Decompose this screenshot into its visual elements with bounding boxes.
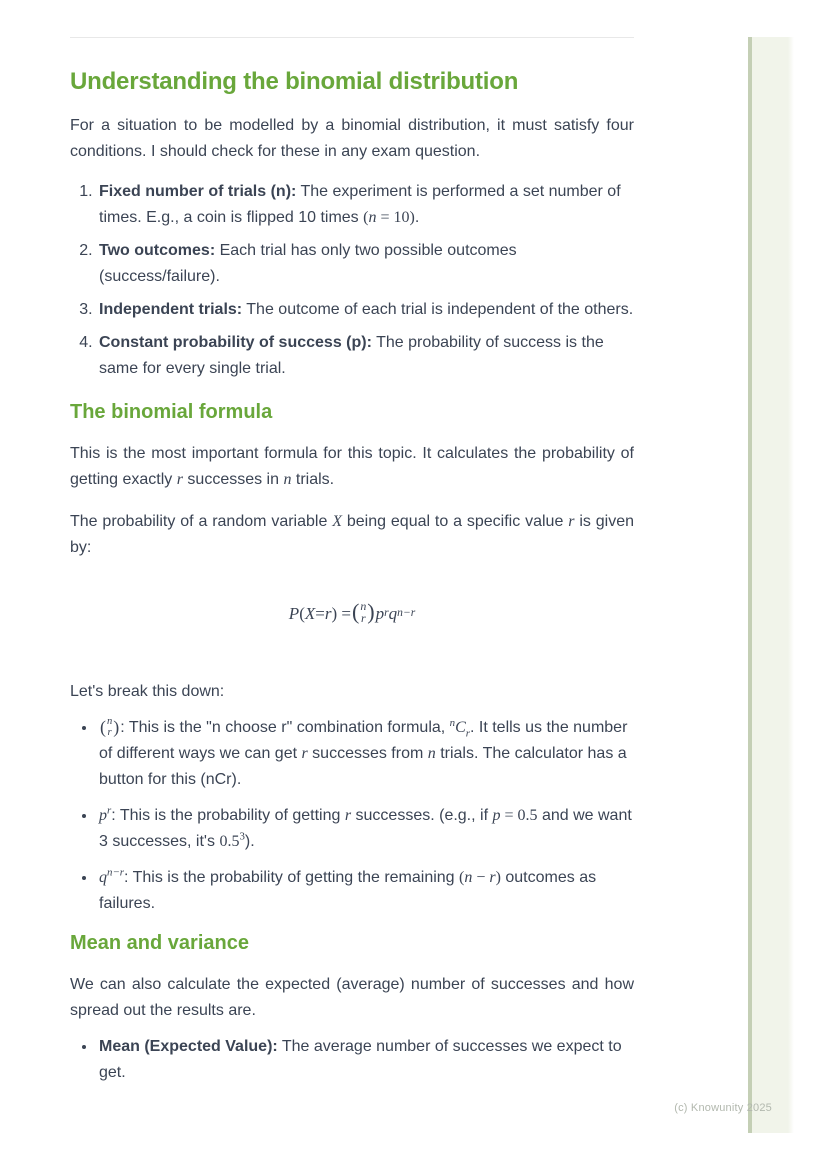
page-title: Understanding the binomial distribution xyxy=(70,68,519,95)
copyright-watermark: (c) Knowunity 2025 xyxy=(674,1102,772,1114)
top-divider xyxy=(70,37,634,38)
page-side-band xyxy=(748,37,794,1133)
binomial-coefficient: • ( n r ) xyxy=(100,715,120,738)
formula-lead-paragraph: The probability of a random variable X being equal to a specific value r is given by: xyxy=(70,513,635,556)
binomial-formula-equation: P ( X = r ) = ( n r ) p r q n−r xyxy=(288,598,416,625)
intro-paragraph: For a situation to be modelled by a binomial distribution, it must satisfy four conditions. I should check for these in any exam question. xyxy=(70,117,634,160)
mean-variance-list xyxy=(70,1034,634,1086)
list-item: • $p^r$: This is the probability of getting r successes. (e.g., if p = 0.5 and we want 3 successes, it's $0.5^3$). xyxy=(97,803,634,855)
binomial-coefficient: ( n r ) xyxy=(351,598,375,625)
list-item: 4. Constant probability of success (p): The probability of success is the same for every single trial. xyxy=(97,330,634,382)
section-heading-binomial-formula: The binomial formula xyxy=(70,401,273,423)
conditions-list xyxy=(70,179,634,382)
breakdown-lead-paragraph: Let's break this down: xyxy=(70,683,225,700)
formula-intro-paragraph: This is the most important formula for this topic. It calculates the probability of getting exactly r successes in n trials. xyxy=(70,445,634,488)
mean-intro-paragraph: We can also calculate the expected (average) number of successes and how spread out the results are. xyxy=(70,976,634,1020)
list-item: 3. Independent trials: The outcome of each trial is independent of the others. xyxy=(97,297,634,323)
list-item: 1. Fixed number of trials (n): The experiment is performed a set number of times. E.g., a coin is flipped 10 times (n = 10). xyxy=(97,179,634,231)
section-heading-mean-variance: Mean and variance xyxy=(70,932,249,955)
list-item: 2. Two outcomes: Each trial has only two possible outcomes (success/failure). xyxy=(97,238,634,290)
list-item: • $q^{n-r}$: This is the probability of getting the remaining (n − r) outcomes as failures. xyxy=(97,865,634,917)
list-item: • Mean (Expected Value): The average number of successes we expect to get. xyxy=(97,1034,634,1086)
formula-breakdown-list xyxy=(70,715,634,917)
list-item: • ( n r ) : This is the "n choose r" combination formula, $^nC_r$. It tells us the number of different ways we can get r successes from n trials. The calculator has a button for this (nCr). xyxy=(97,715,634,793)
notes-document xyxy=(70,0,634,1096)
